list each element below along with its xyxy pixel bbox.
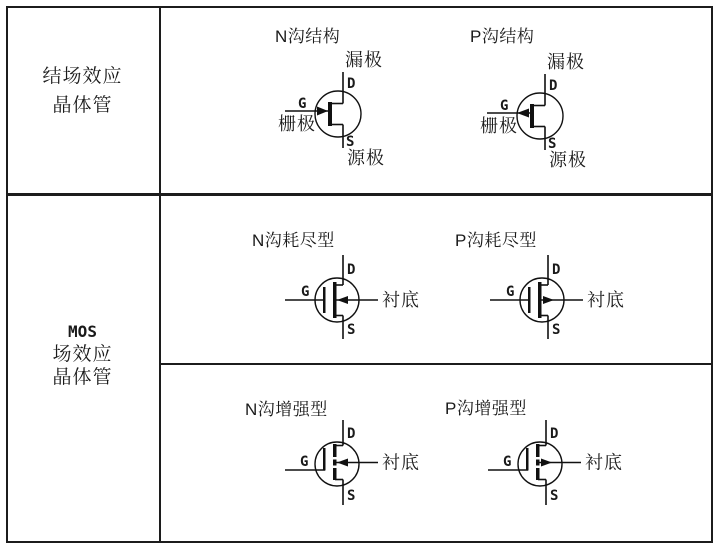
diagram-title: P沟增强型: [445, 399, 527, 418]
gate-electrode-bar: [323, 287, 326, 313]
header-line: 晶体管: [52, 367, 113, 388]
transistor-body-circle: [517, 93, 563, 139]
substrate-arrow-icon: [541, 459, 552, 467]
source-terminal-letter: S: [346, 134, 355, 150]
drain-label: 漏极: [547, 52, 585, 72]
drain-terminal-letter: D: [552, 262, 561, 278]
drain-terminal-letter: D: [549, 78, 558, 94]
diagram-title: N沟结构: [275, 27, 341, 46]
row-header-jfet: [6, 62, 159, 120]
gate-terminal-letter: G: [503, 454, 512, 470]
substrate-arrow-icon: [337, 459, 348, 467]
substrate-label: 衬底: [585, 452, 623, 473]
source-terminal-letter: S: [548, 136, 557, 152]
row-divider: [6, 193, 713, 196]
channel-segment-middle: [536, 460, 540, 466]
source-label: 源极: [549, 150, 587, 170]
source-terminal-letter: S: [347, 488, 356, 504]
substrate-arrow-icon: [337, 296, 348, 304]
gate-terminal-letter: G: [298, 96, 307, 112]
gate-terminal-letter: G: [301, 284, 310, 300]
jfet-p-symbol: [472, 47, 612, 175]
substrate-arrow-icon: [543, 296, 554, 304]
source-terminal-letter: S: [347, 322, 356, 338]
gate-electrode-bar: [526, 448, 529, 471]
diagram-title: P沟耗尽型: [455, 231, 537, 250]
source-label: 源极: [347, 148, 385, 168]
gate-terminal-letter: G: [300, 454, 309, 470]
diagram-title: P沟结构: [470, 27, 535, 46]
header-line: 场效应: [52, 344, 113, 365]
mosfet-depletion-p-symbol: [490, 255, 640, 350]
channel-segment-bottom: [536, 468, 540, 480]
substrate-label: 衬底: [382, 452, 420, 473]
subrow-divider: [159, 363, 713, 365]
gate-electrode-bar: [323, 448, 326, 471]
header-line: 结场效应: [42, 66, 123, 87]
channel-bar: [333, 282, 337, 318]
gate-label: 栅极: [480, 116, 518, 136]
gate-arrow-icon: [317, 107, 328, 116]
header-line: MOS: [68, 322, 97, 341]
gate-terminal-letter: G: [506, 284, 515, 300]
jfet-n-symbol: [270, 45, 410, 173]
source-terminal-letter: S: [552, 322, 561, 338]
channel-segment-middle: [333, 460, 337, 466]
mosfet-enhancement-p-symbol: [488, 419, 638, 519]
row-header-mos: [6, 320, 159, 389]
drain-terminal-letter: D: [347, 426, 356, 442]
gate-arrow-icon: [517, 109, 529, 118]
gate-electrode-bar: [528, 287, 531, 313]
channel-bar: [538, 282, 542, 318]
mosfet-depletion-n-symbol: [285, 255, 435, 350]
drain-terminal-letter: D: [347, 76, 356, 92]
channel-segment-top: [536, 444, 540, 457]
diagram-title: N沟增强型: [245, 400, 328, 419]
channel-segment-top: [333, 444, 337, 457]
drain-terminal-letter: D: [347, 262, 356, 278]
drain-label: 漏极: [345, 50, 383, 70]
mosfet-enhancement-n-symbol: [285, 419, 435, 519]
channel-segment-bottom: [333, 468, 337, 480]
transistor-body-circle: [315, 91, 361, 137]
source-terminal-letter: S: [550, 488, 559, 504]
substrate-label: 衬底: [382, 290, 420, 310]
column-divider: [159, 6, 161, 543]
gate-terminal-letter: G: [500, 98, 509, 114]
diagram-title: N沟耗尽型: [252, 231, 335, 250]
channel-bar: [328, 102, 332, 126]
drain-terminal-letter: D: [550, 426, 559, 442]
substrate-label: 衬底: [587, 290, 625, 310]
gate-label: 栅极: [278, 114, 316, 134]
channel-bar: [530, 104, 534, 128]
header-line: 晶体管: [52, 95, 113, 116]
